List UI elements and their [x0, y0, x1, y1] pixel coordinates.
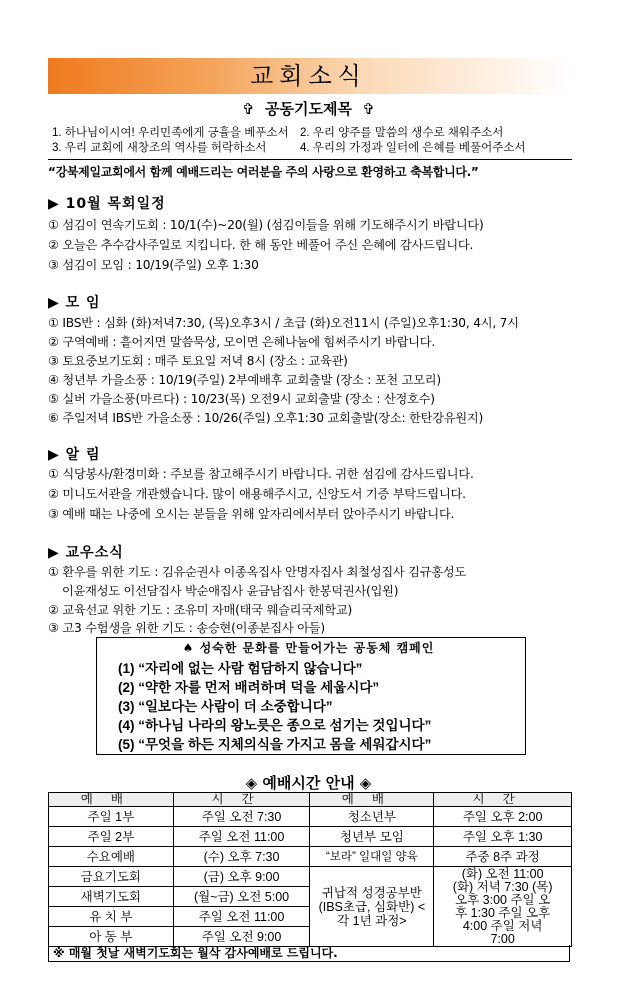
cross-icon: ✞	[241, 100, 255, 118]
table-header-row	[49, 793, 572, 807]
service-name: 새벽기도회	[49, 887, 174, 907]
members-line: ② 교육선교 위한 기도 : 조유미 자매(태국 웨슬리국제학교)	[48, 603, 353, 617]
service-name: 아 동 부	[49, 927, 174, 947]
meetings-line: ② 구역예배 : 흩어지면 말씀묵상, 모이면 은혜나눔에 힘써주시기 바랍니다.	[48, 335, 435, 349]
service-name: 금요기도회	[49, 867, 174, 887]
table-row	[49, 847, 572, 867]
schedule-title: ◈ 예배시간 안내 ◈	[245, 774, 372, 792]
members-line: ① 환우를 위한 기도 : 김유순권사 이종옥집사 안명자집사 최철성집사 김규홍성도	[48, 565, 467, 579]
service-name: 주일 2부	[49, 827, 174, 847]
meetings-line: ⑤ 실버 가을소풍(마르다) : 10/23(목) 오전9시 교회출발 (장소 : 산정호수)	[48, 392, 435, 406]
table-row	[49, 827, 572, 847]
service-time: 주일 오전 9:00	[173, 927, 310, 947]
header-cell: 시간	[173, 793, 310, 807]
table-row	[49, 867, 572, 887]
cross-icon: ✞	[362, 100, 375, 118]
meetings-line: ⑥ 주일저녁 IBS반 가을소풍 : 10/26(주일) 오후1:30 교회출발(장소: 한탄강유원지)	[48, 411, 484, 425]
campaign-item: (3) “일보다는 사람이 더 소중합니다”	[118, 699, 333, 714]
october-line: ② 오늘은 추수감사주일로 지킵니다. 한 해 동안 베풀어 주신 은혜에 감사드립니다.	[48, 238, 474, 252]
service-time: 주일 오후 1:30	[434, 827, 572, 847]
prayer-item: 2. 우리 양주를 말씀의 생수로 채워주소서	[300, 127, 504, 139]
prayer-heading-row	[0, 98, 617, 119]
meetings-line: ④ 청년부 가을소풍 : 10/19(주일) 2부예배후 교회출발 (장소 : 포천 고모리)	[48, 373, 441, 387]
service-time: 주일 오전 7:30	[173, 807, 310, 827]
members-line: 이윤재성도 이선담집사 박순애집사 윤금남집사 한봉덕권사(입원)	[62, 584, 399, 598]
welcome-message: “강북제일교회에서 함께 예배드리는 여러분을 주의 사랑으로 환영하고 축복합니다.”	[48, 165, 479, 179]
notice-heading: ▶ 알 림	[48, 447, 101, 463]
campaign-item: (4) “하나님 나라의 왕노릇은 종으로 섬기는 것입니다”	[118, 718, 432, 733]
service-time: (월~금) 오전 5:00	[173, 887, 310, 907]
service-time: 주중 8주 과정	[434, 847, 572, 867]
header-cell: 예배	[310, 793, 434, 807]
service-time: (수) 오후 7:30	[173, 847, 310, 867]
service-time: (금) 오후 9:00	[173, 867, 310, 887]
october-line: ① 섬김이 연속기도회 : 10/1(수)~20(월) (섬김이들을 위해 기도해주시기 바랍니다)	[48, 218, 484, 232]
page-title: 교회소식	[250, 62, 367, 90]
notice-line: ② 미니도서관을 개관했습니다. 많이 애용해주시고, 신앙도서 기증 부탁드립니다.	[48, 487, 466, 501]
members-line: ③ 고3 수험생을 위한 기도 : 송승현(이종분집사 아들)	[48, 621, 325, 635]
meetings-line: ③ 토요중보기도회 : 매주 토요일 저녁 8시 (장소 : 교육관)	[48, 354, 348, 368]
service-name: 유 치 부	[49, 907, 174, 927]
header-cell: 예배	[49, 793, 174, 807]
meetings-line: ① IBS반 : 심화 (화)저녁7:30, (목)오후3시 / 초급 (화)오전11시 (주일)오후1:30, 4시, 7시	[48, 316, 519, 330]
notice-line: ③ 예배 때는 나중에 오시는 분들을 위해 앞자리에서부터 앉아주시기 바랍니다.	[48, 507, 455, 521]
service-name: 청년부 모임	[310, 827, 434, 847]
october-heading: ▶ 10월 목회일정	[48, 196, 166, 212]
service-time: 주일 오전 11:00	[173, 907, 310, 927]
prayer-item: 4. 우리의 가정과 일터에 은혜를 베풀어주소서	[300, 142, 526, 154]
campaign-item: (5) “무엇을 하든 지체의식을 가지고 몸을 세워갑시다”	[118, 737, 432, 752]
prayer-heading: 공동기도제목	[265, 100, 352, 118]
campaign-title: ♠ 성숙한 문화를 만들어가는 공동체 캠페인	[182, 641, 435, 655]
table-row	[49, 807, 572, 827]
ibs-times: (화) 오전 11:00 (화) 저녁 7:30 (목) 오후 3:00 주일 오후 1:30 주일 오후 4:00 주일 저녁 7:00	[434, 867, 572, 947]
service-time: 주일 오후 2:00	[434, 807, 572, 827]
service-time: 주일 오전 11:00	[173, 827, 310, 847]
ibs-name: 귀납적 성경공부반 (IBS초급, 심화반) <각 1년 과정>	[310, 867, 434, 947]
prayer-item: 3. 우리 교회에 새창조의 역사를 허락하소서	[52, 142, 267, 154]
members-heading: ▶ 교우소식	[48, 545, 124, 561]
notice-line: ① 식당봉사/환경미화 : 주보를 참고해주시기 바랍니다. 귀한 섬김에 감사드립니다.	[48, 467, 474, 481]
service-name: 주일 1부	[49, 807, 174, 827]
service-name: 청소년부	[310, 807, 434, 827]
service-name: “보라” 일대일 양육	[310, 847, 434, 867]
header-cell: 시간	[434, 793, 572, 807]
service-name: 수요예배	[49, 847, 174, 867]
divider	[48, 159, 572, 160]
october-line: ③ 섬김이 모임 : 10/19(주일) 오후 1:30	[48, 258, 259, 272]
meetings-heading: ▶ 모 임	[48, 295, 101, 311]
campaign-item: (2) “약한 자를 먼저 배려하며 덕을 세웁시다”	[118, 680, 380, 695]
schedule-footnote: ※ 매월 첫날 새벽기도회는 월삭 감사예배로 드립니다.	[48, 945, 570, 962]
schedule-table	[48, 792, 572, 947]
campaign-item: (1) “자리에 없는 사람 험담하지 않습니다”	[118, 661, 363, 676]
prayer-item: 1. 하나님이시여! 우리민족에게 긍휼을 베푸소서	[52, 127, 289, 139]
